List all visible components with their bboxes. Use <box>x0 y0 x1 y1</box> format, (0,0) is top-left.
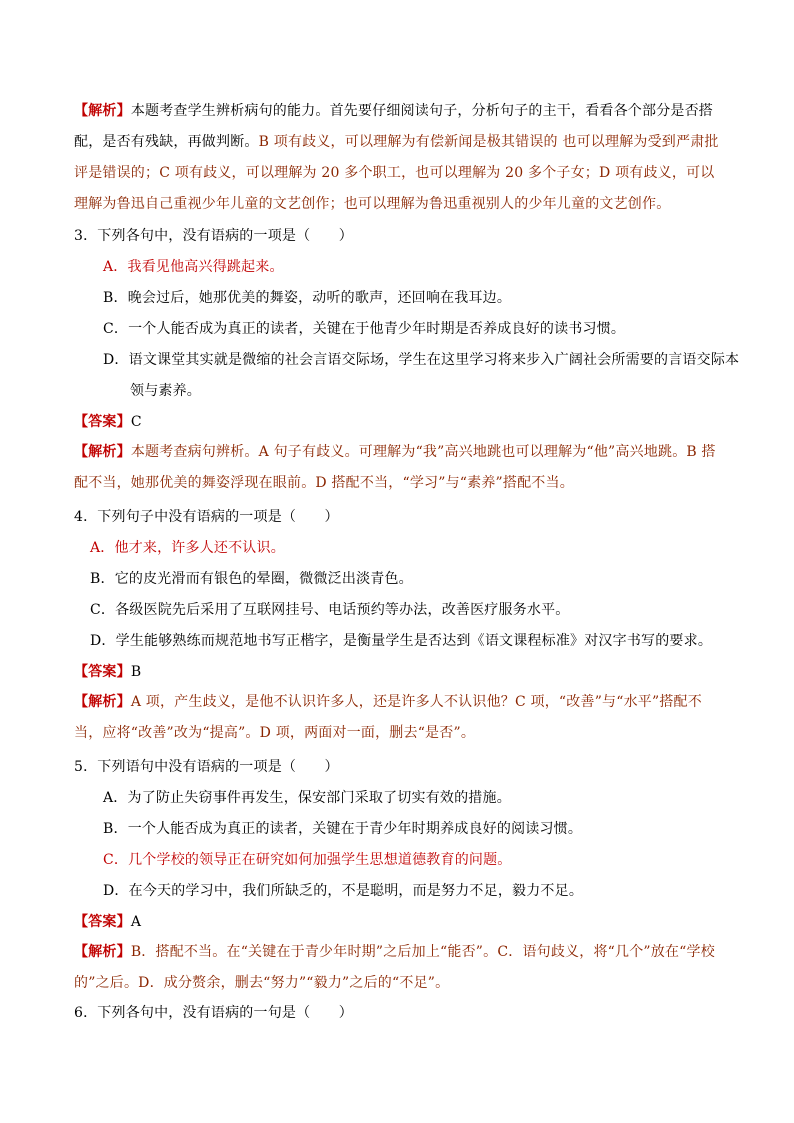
question-3-option-c: C．一个人能否成为真正的读者，关键在于他青少年时期是否养成良好的读书习惯。 <box>103 321 626 337</box>
question-5-option-b: B．一个人能否成为真正的读者，关键在于青少年时期养成良好的阅读习惯。 <box>103 821 583 837</box>
analysis-tag: 【解析】 <box>74 103 131 119</box>
answer-value: A <box>130 914 142 930</box>
question-5-answer <box>74 912 141 932</box>
question-3-option-d-cont: 领与素养。 <box>130 383 201 399</box>
analysis-text: 本题考查病句辨析。A 句子有歧义。可理解为“我”高兴地跳也可以理解为“他”高兴地跳。B 搭配不当，她那优美的舞姿浮现在眼前。D 搭配不当，“学习”与“素养”搭配不当。 <box>74 444 716 491</box>
analysis-text: A 项，产生歧义，是他不认识许多人，还是许多人不认识他？C 项，“改善”与“水平”搭配不当，应将“改善”改为“提高”。D 项，两面对一面，删去“是否”。 <box>74 694 702 741</box>
analysis-text: B．搭配不当。在“关键在于青少年时期”之后加上“能否”。C．语句歧义，将“几个”放在“学校的”之后。D．成分赘余，删去“努力”“毅力”之后的“不足”。 <box>74 944 715 991</box>
question-3-answer <box>74 412 142 432</box>
analysis-tag: 【解析】 <box>74 944 131 960</box>
analysis-paragraph-q2 <box>74 96 724 220</box>
question-3-option-b: B．晚会过后，她那优美的舞姿，动听的歌声，还回响在我耳边。 <box>103 290 512 306</box>
question-5-option-c: C．几个学校的领导正在研究如何加强学生思想道德教育的问题。 <box>103 852 512 868</box>
analysis-tag: 【解析】 <box>74 444 131 460</box>
question-4-option-b: B．它的皮光滑而有银色的晕圈，微微泛出淡青色。 <box>90 571 413 587</box>
question-3-option-d: D．语文课堂其实就是微缩的社会言语交际场，学生在这里学习将来步入广阔社会所需要的言语交际本 <box>103 352 740 368</box>
question-4-option-a: A．他才来，许多人还不认识。 <box>90 540 285 556</box>
answer-value: C <box>130 414 142 430</box>
question-3-stem: 3．下列各句中，没有语病的一项是（ ） <box>74 228 353 244</box>
answer-tag: 【答案】 <box>74 664 131 680</box>
question-4-answer <box>74 662 141 682</box>
answer-value: B <box>130 664 142 680</box>
question-4-option-c: C．各级医院先后采用了互联网挂号、电话预约等办法，改善医疗服务水平。 <box>90 602 570 618</box>
question-5-option-a: A．为了防止失窃事件再发生，保安部门采取了切实有效的措施。 <box>103 790 511 806</box>
analysis-text: 本题考查学生辨析病句的能力。首先要仔细阅读句子，分析句子的主干，看看各个部分是否搭配，是否有残缺，再做判断。 <box>74 103 714 150</box>
question-5-analysis <box>74 937 724 999</box>
question-3-analysis <box>74 437 724 499</box>
question-6-stem: 6．下列各句中，没有语病的一句是（ ） <box>74 1005 353 1021</box>
question-3-option-a: A．我看见他高兴得跳起来。 <box>103 259 284 275</box>
answer-tag: 【答案】 <box>74 414 131 430</box>
answer-tag: 【答案】 <box>74 914 131 930</box>
question-5-option-d: D．在今天的学习中，我们所缺乏的，不是聪明，而是努力不足，毅力不足。 <box>103 883 584 899</box>
question-5-stem: 5．下列语句中没有语病的一项是（ ） <box>74 759 339 775</box>
question-4-analysis <box>74 687 724 749</box>
question-4-option-d: D．学生能够熟练而规范地书写正楷字，是衡量学生是否达到《语文课程标准》对汉字书写的要求。 <box>90 633 713 649</box>
question-4-stem: 4．下列句子中没有语病的一项是（ ） <box>74 509 339 525</box>
analysis-text-detail: B 项有歧义，可以理解为有偿新闻是极其错误的 也可以理解为受到严肃批评是错误的；C 项有歧义，可以理解为 20 多个职工，也可以理解为 20 多个子女；D 项有歧义，可以理解为鲁迅自己重视少年儿童的文艺创作；也可以理解为鲁迅重视别人的少年儿童的文艺创作。 <box>74 134 719 212</box>
analysis-tag: 【解析】 <box>74 694 131 710</box>
